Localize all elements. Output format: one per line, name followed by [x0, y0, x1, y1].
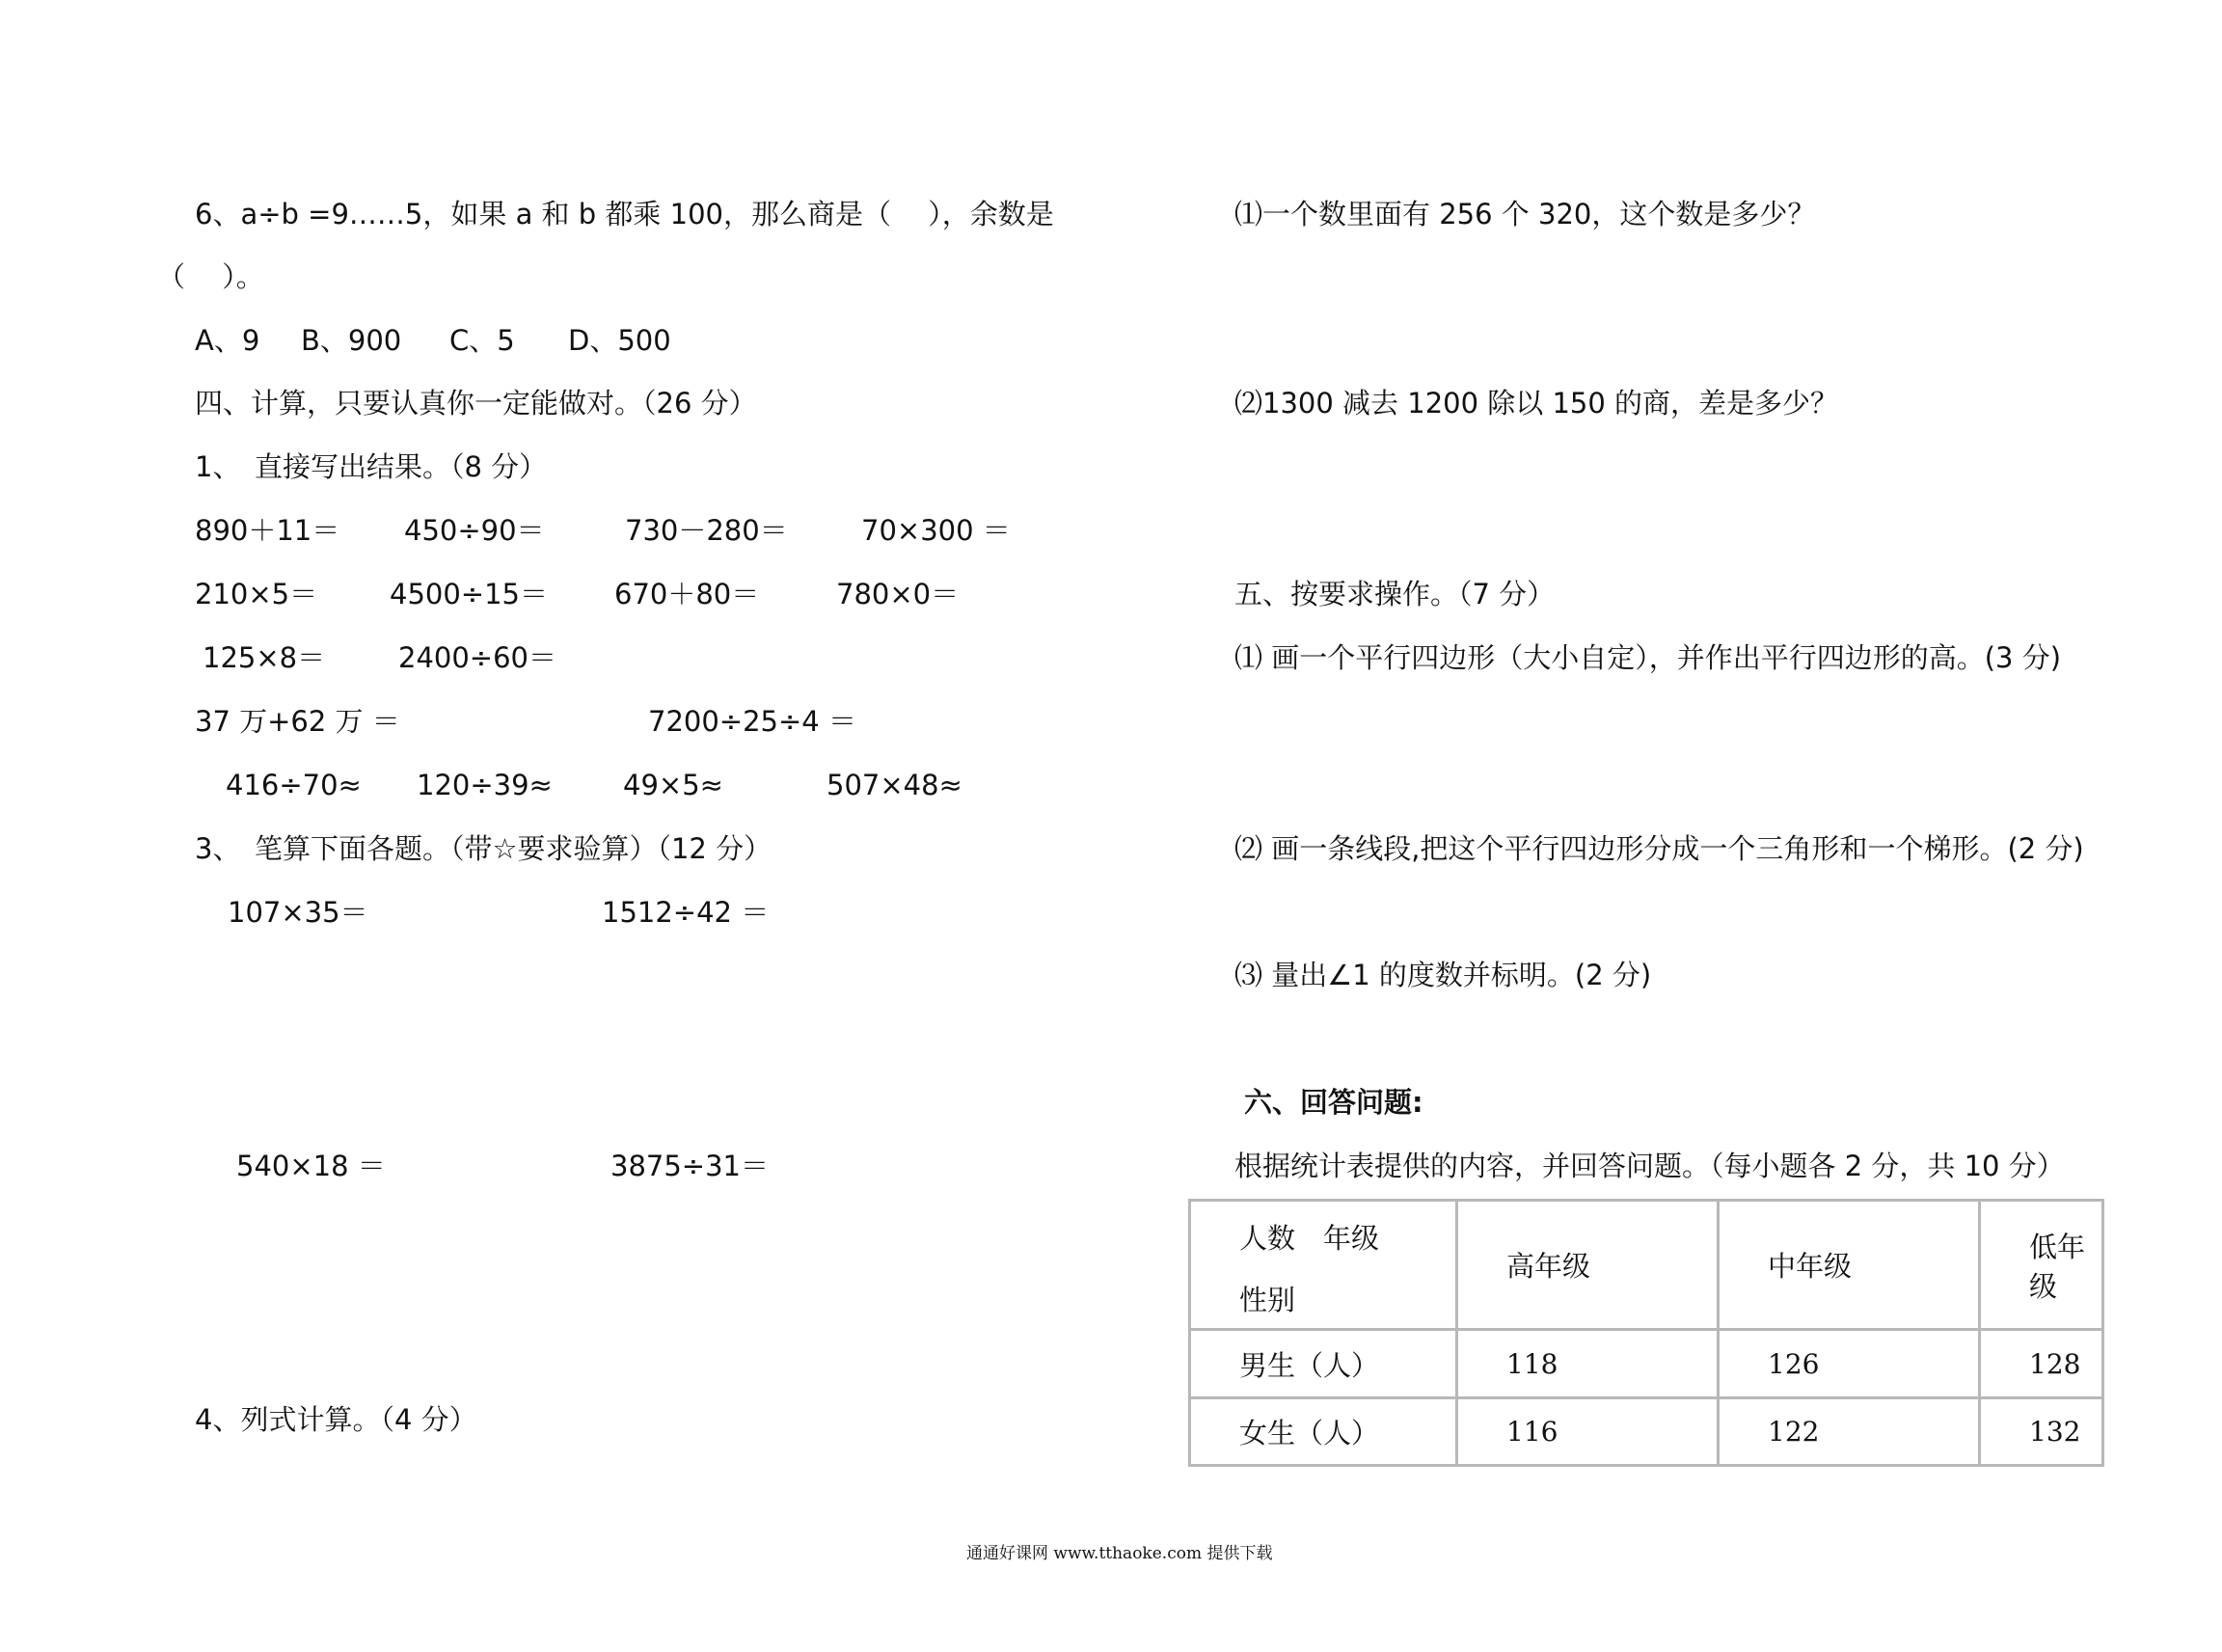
- table-corner-cell: [1190, 1201, 1457, 1330]
- written-item: 3875÷31＝: [610, 1150, 770, 1182]
- sub3-title: 3、 笔算下面各题。（带☆要求验算）（12 分）: [195, 832, 772, 865]
- oral-item: 49×5≈: [623, 769, 723, 801]
- calc-question-1: ⑴一个数里面有 256 个 320，这个数是多少？: [1234, 198, 1816, 230]
- table-cell: 118: [1457, 1330, 1719, 1397]
- header-cell: 高年级: [1457, 1201, 1719, 1330]
- q6-line1: 6、a÷b =9……5，如果 a 和 b 都乘 100，那么商是（ ），余数是: [195, 198, 1054, 230]
- table-cell: 132: [1980, 1397, 2103, 1465]
- oral-item: 780×0＝: [836, 578, 960, 610]
- table-header-row: [1190, 1201, 2103, 1330]
- sub4-title: 4、列式计算。（4 分）: [195, 1403, 477, 1436]
- oral-item: 730－280＝: [625, 514, 788, 547]
- q6-line2: （ ）。: [157, 260, 264, 293]
- footer-credit: 通通好课网 www.tthaoke.com 提供下载: [966, 1544, 1273, 1563]
- oral-item: 507×48≈: [826, 769, 962, 801]
- oral-item: 37 万+62 万 ＝: [195, 705, 400, 738]
- corner-top-label: 人数 年级: [1239, 1222, 1380, 1255]
- oral-item: 2400÷60＝: [398, 641, 557, 674]
- table-row: [1190, 1330, 2103, 1397]
- section-4-title: 四、计算，只要认真你一定能做对。（26 分）: [195, 387, 757, 420]
- statistics-table: [1188, 1199, 2104, 1467]
- q6-option-d: D、500: [568, 324, 671, 357]
- table-cell: 122: [1719, 1397, 1980, 1465]
- oral-item: 70×300 ＝: [861, 514, 1011, 547]
- written-item: 1512÷42 ＝: [602, 896, 770, 929]
- section-5-title: 五、按要求操作。（7 分）: [1234, 578, 1556, 610]
- oral-item: 120÷39≈: [417, 769, 553, 801]
- oral-item: 4500÷15＝: [390, 578, 549, 610]
- calc-question-2: ⑵1300 减去 1200 除以 150 的商，差是多少？: [1234, 387, 1839, 420]
- header-cell: 中年级: [1719, 1201, 1980, 1330]
- operation-1: ⑴ 画一个平行四边形（大小自定），并作出平行四边形的高。(3 分): [1234, 641, 2062, 674]
- oral-item: 125×8＝: [203, 641, 326, 674]
- oral-item: 416÷70≈: [226, 769, 362, 801]
- written-item: 540×18 ＝: [236, 1150, 386, 1182]
- oral-item: 450÷90＝: [404, 514, 545, 547]
- table-cell: 128: [1980, 1330, 2103, 1397]
- operation-3: ⑶ 量出∠1 的度数并标明。(2 分): [1234, 959, 1652, 991]
- section-6-title: 六、回答问题:: [1244, 1086, 1423, 1119]
- header-cell: 低年级: [1980, 1201, 2103, 1330]
- q6-option-c: C、5: [449, 324, 515, 357]
- table-row: [1190, 1397, 2103, 1465]
- oral-item: 210×5＝: [195, 578, 318, 610]
- oral-item: 890＋11＝: [195, 514, 340, 547]
- sub1-title: 1、 直接写出结果。（8 分）: [195, 450, 548, 483]
- q6-option-b: B、900: [301, 324, 402, 357]
- corner-bottom-label: 性别: [1239, 1284, 1296, 1316]
- written-item: 107×35＝: [228, 896, 368, 929]
- section-6-description: 根据统计表提供的内容，并回答问题。（每小题各 2 分，共 10 分）: [1234, 1150, 2065, 1182]
- oral-item: 670＋80＝: [614, 578, 760, 610]
- row-label: 男生（人）: [1190, 1330, 1457, 1397]
- row-label: 女生（人）: [1190, 1397, 1457, 1465]
- operation-2: ⑵ 画一条线段,把这个平行四边形分成一个三角形和一个梯形。(2 分): [1234, 832, 2084, 865]
- oral-item: 7200÷25÷4 ＝: [648, 705, 856, 738]
- q6-option-a: A、9: [195, 324, 260, 357]
- table-cell: 126: [1719, 1330, 1980, 1397]
- table-cell: 116: [1457, 1397, 1719, 1465]
